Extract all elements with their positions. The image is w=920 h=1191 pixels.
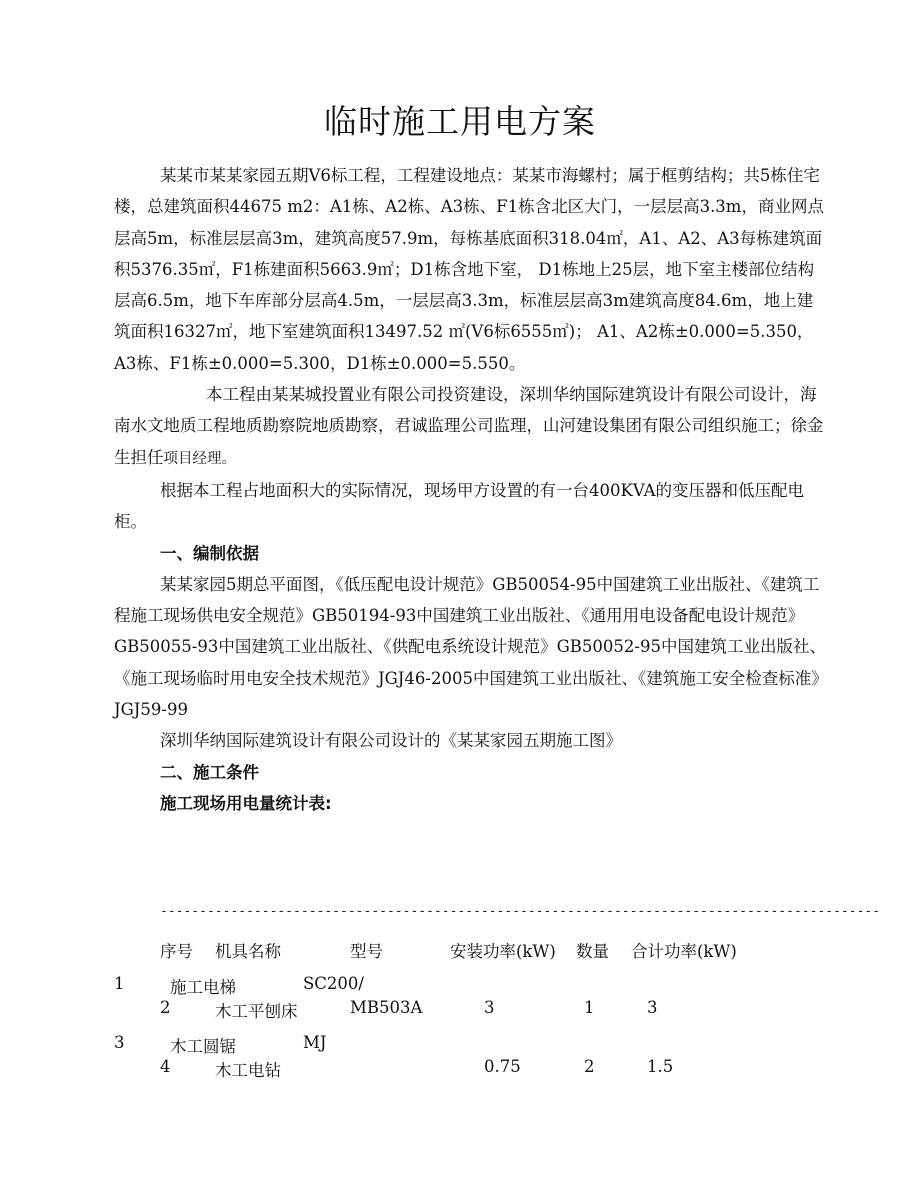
table-row-4-total-power: 1.5 [647,1057,674,1076]
table-row-3-model: MJ [303,1033,327,1052]
table-row-2-model: MB503A [350,998,423,1017]
table-row-4-index: 4 [160,1057,171,1076]
construction-parties-paragraph [114,379,826,475]
section-heading-conditions: 二、施工条件 [160,762,259,782]
construction-parties-text: 本工程由某某城投置业有限公司投资建设，深圳华纳国际建筑设计有限公司设计，海南水文地质工程地质勘察院地质勘察，君诚监理公司监理，山河建设集团有限公司组织施工；徐金生担任 [114,385,824,467]
table-divider: -------------------------------------------------------------------------------------------- [160,904,881,919]
table-row-2-index: 2 [160,998,171,1017]
document-body [114,160,826,819]
table-row-4-quantity: 2 [584,1057,595,1076]
table-header-index: 序号 [160,942,193,961]
table-row-2-total-power: 3 [647,998,658,1017]
table-row-3-name: 木工圆锯 [170,1037,236,1056]
standards-paragraph: 某某家园5期总平面图，《低压配电设计规范》GB50054-95中国建筑工业出版社、《建筑工程施工现场供电安全规范》GB50194-93中国建筑工业出版社、《通用用电设备配电设计规范》GB50055-93中国建筑工业出版社、《供配电系统设计规范》GB50052-95中国建筑工业出版社、《施工现场临时用电安全技术规范》JGJ46-2005中国建筑工业出版社、《建筑施工安全检查标准》JGJ59-99 [114,574,826,720]
table-row-4-rated-power: 0.75 [484,1057,521,1076]
project-manager-text: 项目经理。 [163,450,236,467]
table-header-total-power: 合计功率(kW) [631,942,737,961]
table-header-quantity: 数量 [576,942,609,961]
table-header-name: 机具名称 [215,942,281,961]
table-row-1-index: 1 [114,974,125,993]
table-row-3-index: 3 [114,1033,125,1052]
table-caption: 施工现场用电量统计表: [160,793,332,813]
table-row-2-rated-power: 3 [484,998,495,1017]
transformer-paragraph: 根据本工程占地面积大的实际情况，现场甲方设置的有一台400KVA的变压器和低压配电柜。 [114,480,805,532]
table-row-1-name: 施工电梯 [170,978,236,997]
table-row-4-name: 木工电钻 [215,1061,281,1080]
table-header-rated-power: 安装功率(kW) [450,942,556,961]
table-row-1-model: SC200/ [303,974,364,993]
table-row-2-name: 木工平刨床 [215,1002,298,1021]
table-header-model: 型号 [350,942,383,961]
section-heading-basis: 一、编制依据 [160,543,259,563]
project-overview-paragraph: 某某市某某家园五期V6标工程，工程建设地点：某某市海螺村；属于框剪结构；共5栋住宅楼，总建筑面积44675 m2：A1栋、A2栋、A3栋、F1栋含北区大门，一层层高3.3m，商业网点层高5m，标准层层高3m，建筑高度57.9m，每栋基底面积318.04㎡，A1、A2、A3每栋建筑面积5376.35㎡，F1栋建面积5663.9㎡；D1栋含地下室， D1栋地上25层，地下室主楼部位结构层高6.5m，地下车库部分层高4.5m，一层层高3.3m，标准层层高3m建筑高度84.6m，地上建筑面积16327㎡，地下室建筑面积13497.52 ㎡(V6标6555㎡)； A1、A2栋±0.000=5.350，A3栋、F1栋±0.000=5.300，D1栋±0.000=5.550。 [114,166,824,373]
document-title: 临时施工用电方案 [324,102,596,141]
table-row-2-quantity: 1 [584,998,595,1017]
drawings-paragraph: 深圳华纳国际建筑设计有限公司设计的《某某家园五期施工图》 [160,731,622,751]
